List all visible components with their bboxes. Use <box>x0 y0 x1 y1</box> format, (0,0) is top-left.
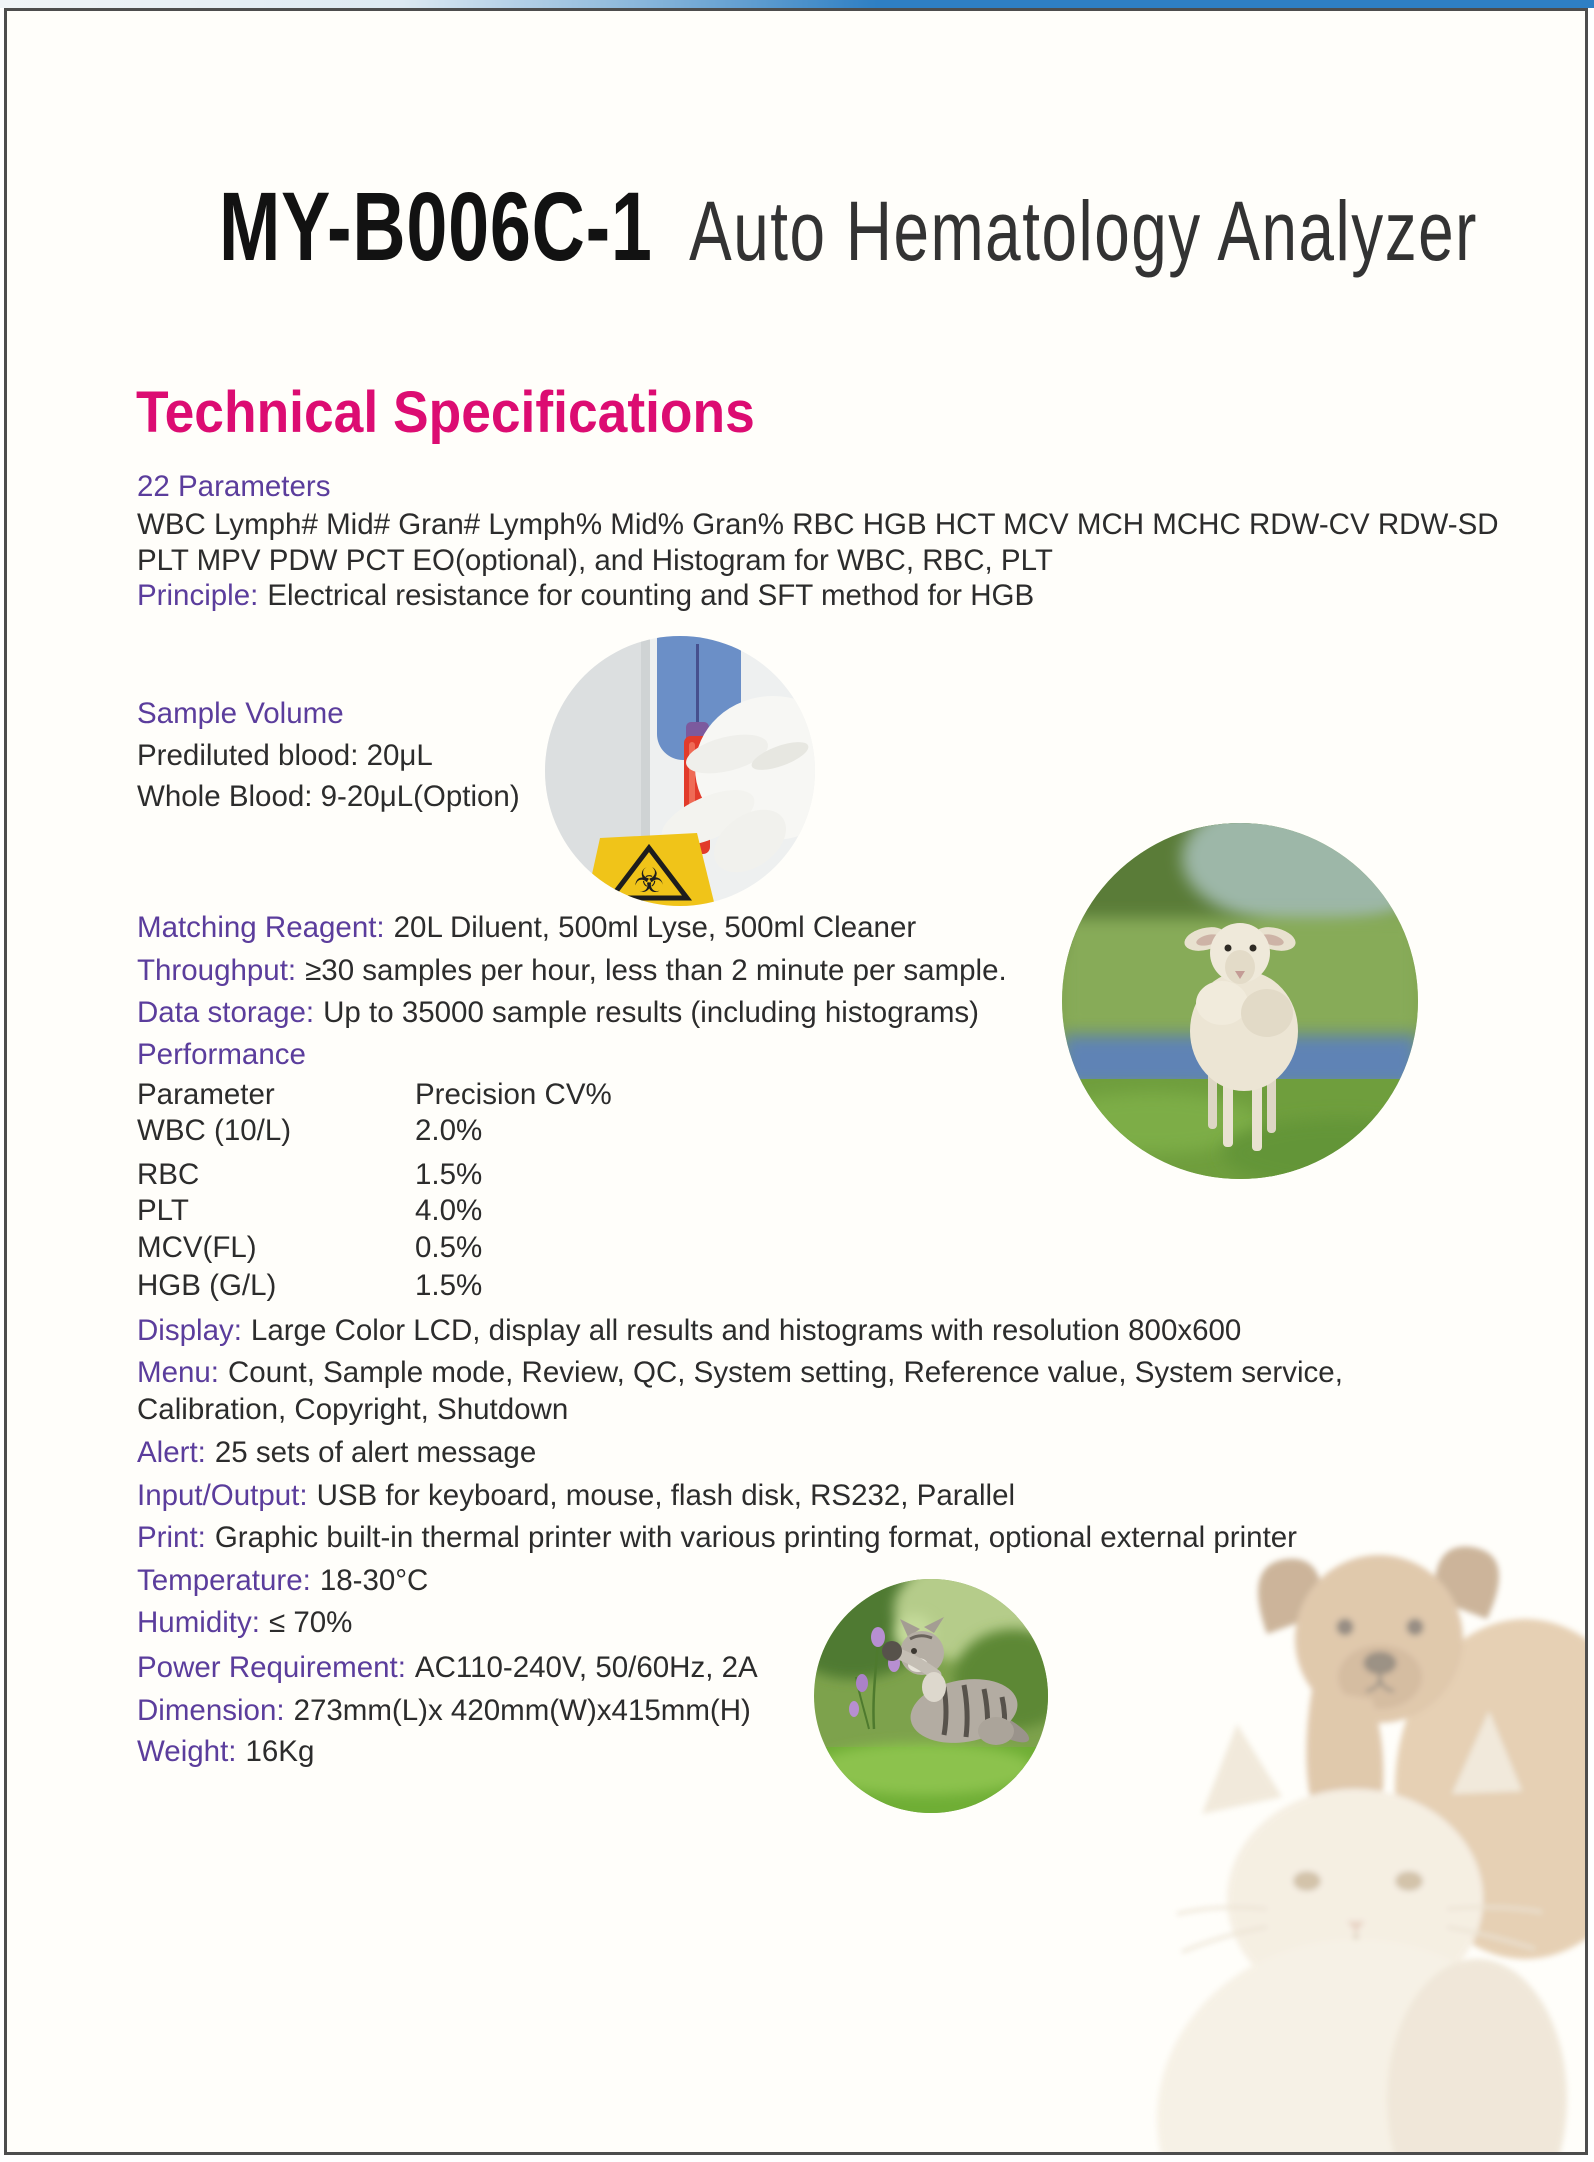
spec-line-weight: Weight: 16Kg <box>137 1735 315 1768</box>
spec-line-menu: Menu: Count, Sample mode, Review, QC, System setting, Reference value, System service, <box>137 1356 1343 1389</box>
spec-line-matching-reagent: Matching Reagent: 20L Diluent, 500ml Lyse, 500ml Cleaner <box>137 911 917 944</box>
product-name: Auto Hematology Analyzer <box>689 184 1478 278</box>
puppy-cat-watermark <box>1117 1539 1588 2155</box>
perf-row-plt: PLT 4.0% <box>137 1194 483 1227</box>
spec-line-humidity: Humidity: ≤ 70% <box>137 1606 353 1639</box>
spec-line-performance: Performance <box>137 1038 306 1071</box>
spec-line-sample-volume: Sample Volume <box>137 697 344 730</box>
spec-line-parameters-2: PLT MPV PDW PCT EO(optional), and Histogram for WBC, RBC, PLT <box>137 544 1053 577</box>
spec-line-prediluted-blood: Prediluted blood: 20μL <box>137 739 433 772</box>
spec-line-dimension: Dimension: 273mm(L)x 420mm(W)x415mm(H) <box>137 1694 751 1727</box>
scan-edge-strip <box>0 0 1594 8</box>
blood-sample-photo <box>545 636 815 906</box>
spec-line-menu-continued: Calibration, Copyright, Shutdown <box>137 1393 569 1426</box>
perf-row-rbc: RBC 1.5% <box>137 1158 483 1191</box>
spec-line-whole-blood: Whole Blood: 9-20μL(Option) <box>137 780 520 813</box>
page-title <box>219 171 1478 283</box>
spec-line-print: Print: Graphic built-in thermal printer with various printing format, optional external printer <box>137 1521 1298 1554</box>
spec-line-alert: Alert: 25 sets of alert message <box>137 1436 537 1469</box>
perf-row-wbc: WBC (10/L) 2.0% <box>137 1114 483 1147</box>
kitten-photo <box>814 1579 1048 1813</box>
spec-line-display: Display: Large Color LCD, display all results and histograms with resolution 800x600 <box>137 1314 1242 1347</box>
biohazard-icon: ☣ <box>633 862 665 900</box>
lamb-photo <box>1062 823 1418 1179</box>
spec-line-temperature: Temperature: 18-30°C <box>137 1564 429 1597</box>
perf-row-hgb: HGB (G/L) 1.5% <box>137 1269 483 1302</box>
perf-row-mcv: MCV(FL) 0.5% <box>137 1231 483 1264</box>
spec-line-throughput: Throughput: ≥30 samples per hour, less than 2 minute per sample. <box>137 954 1007 987</box>
product-model: MY-B006C-1 <box>219 172 653 281</box>
section-heading-technical-specifications: Technical Specifications <box>136 380 755 445</box>
perf-table-header: Parameter Precision CV% <box>137 1078 612 1111</box>
document-page <box>4 8 1588 2155</box>
spec-line-principle: Principle: Electrical resistance for counting and SFT method for HGB <box>137 579 1035 612</box>
spec-line-input-output: Input/Output: USB for keyboard, mouse, flash disk, RS232, Parallel <box>137 1479 1016 1512</box>
spec-line-data-storage: Data storage: Up to 35000 sample results (including histograms) <box>137 996 979 1029</box>
spec-line-power-requirement: Power Requirement: AC110-240V, 50/60Hz, 2A <box>137 1651 758 1684</box>
spec-line-parameters-1: WBC Lymph# Mid# Gran# Lymph% Mid% Gran% RBC HGB HCT MCV MCH MCHC RDW-CV RDW-SD <box>137 508 1499 541</box>
spec-line-parameters-count: 22 Parameters <box>137 470 331 503</box>
